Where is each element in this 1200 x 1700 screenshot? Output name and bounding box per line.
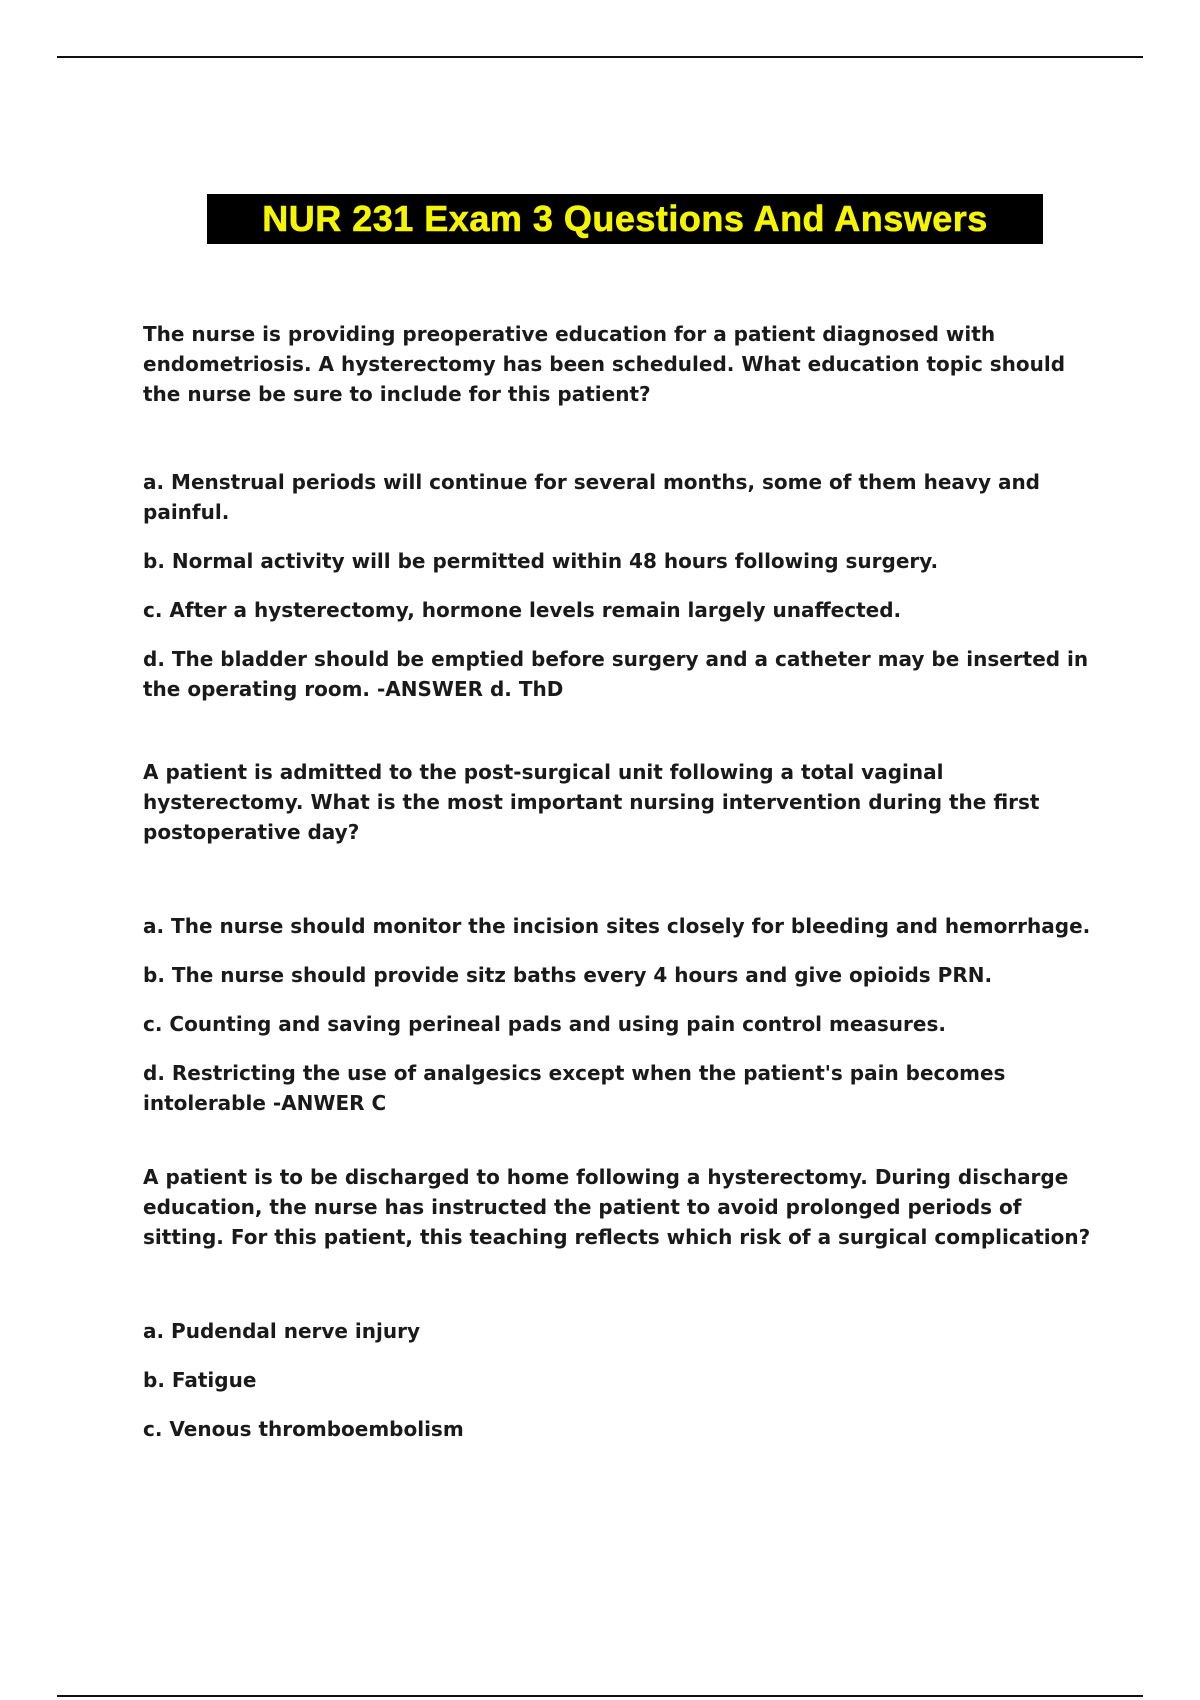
answer-options [143,467,1103,704]
question-text: A patient is to be discharged to home following a hysterectomy. During discharge education, the nurse has instructed the patient to avoid prolonged periods of sitting. For this patient, this teaching reflects which risk of a surgical complication? [143,1165,1091,1249]
answer-option-d: d. The bladder should be emptied before surgery and a catheter may be inserted in the operating room. -ANSWER d. ThD [143,647,1089,701]
question-block-2 [143,757,1103,1118]
answer-option-c: c. Counting and saving perineal pads and using pain control measures. [143,1012,946,1036]
answer-options [143,911,1103,1118]
answer-option-b: b. Normal activity will be permitted within 48 hours following surgery. [143,549,939,573]
answer-option-d: d. Restricting the use of analgesics except when the patient's pain becomes intolerable -ANWER C [143,1061,1006,1115]
header-rule [57,56,1143,58]
answer-option-b: b. Fatigue [143,1368,257,1392]
question-text: The nurse is providing preoperative education for a patient diagnosed with endometriosis. A hysterectomy has been scheduled. What education topic should the nurse be sure to include for this patient? [143,322,1066,406]
title-banner [207,194,1043,244]
document-title: NUR 231 Exam 3 Questions And Answers [262,198,988,239]
answer-option-c: c. Venous thromboembolism [143,1417,464,1441]
answer-options [143,1316,1103,1444]
answer-option-b: b. The nurse should provide sitz baths every 4 hours and give opioids PRN. [143,963,993,987]
question-text: A patient is admitted to the post-surgical unit following a total vaginal hysterectomy. What is the most important nursing intervention during the first postoperative day? [143,760,1040,844]
answer-option-a: a. Pudendal nerve injury [143,1319,421,1343]
answer-option-a: a. The nurse should monitor the incision sites closely for bleeding and hemorrhage. [143,914,1091,938]
answer-option-c: c. After a hysterectomy, hormone levels remain largely unaffected. [143,598,902,622]
answer-option-a: a. Menstrual periods will continue for several months, some of them heavy and painful. [143,470,1040,524]
question-block-1 [143,319,1103,704]
footer-rule [57,1695,1143,1697]
question-block-3 [143,1162,1103,1444]
